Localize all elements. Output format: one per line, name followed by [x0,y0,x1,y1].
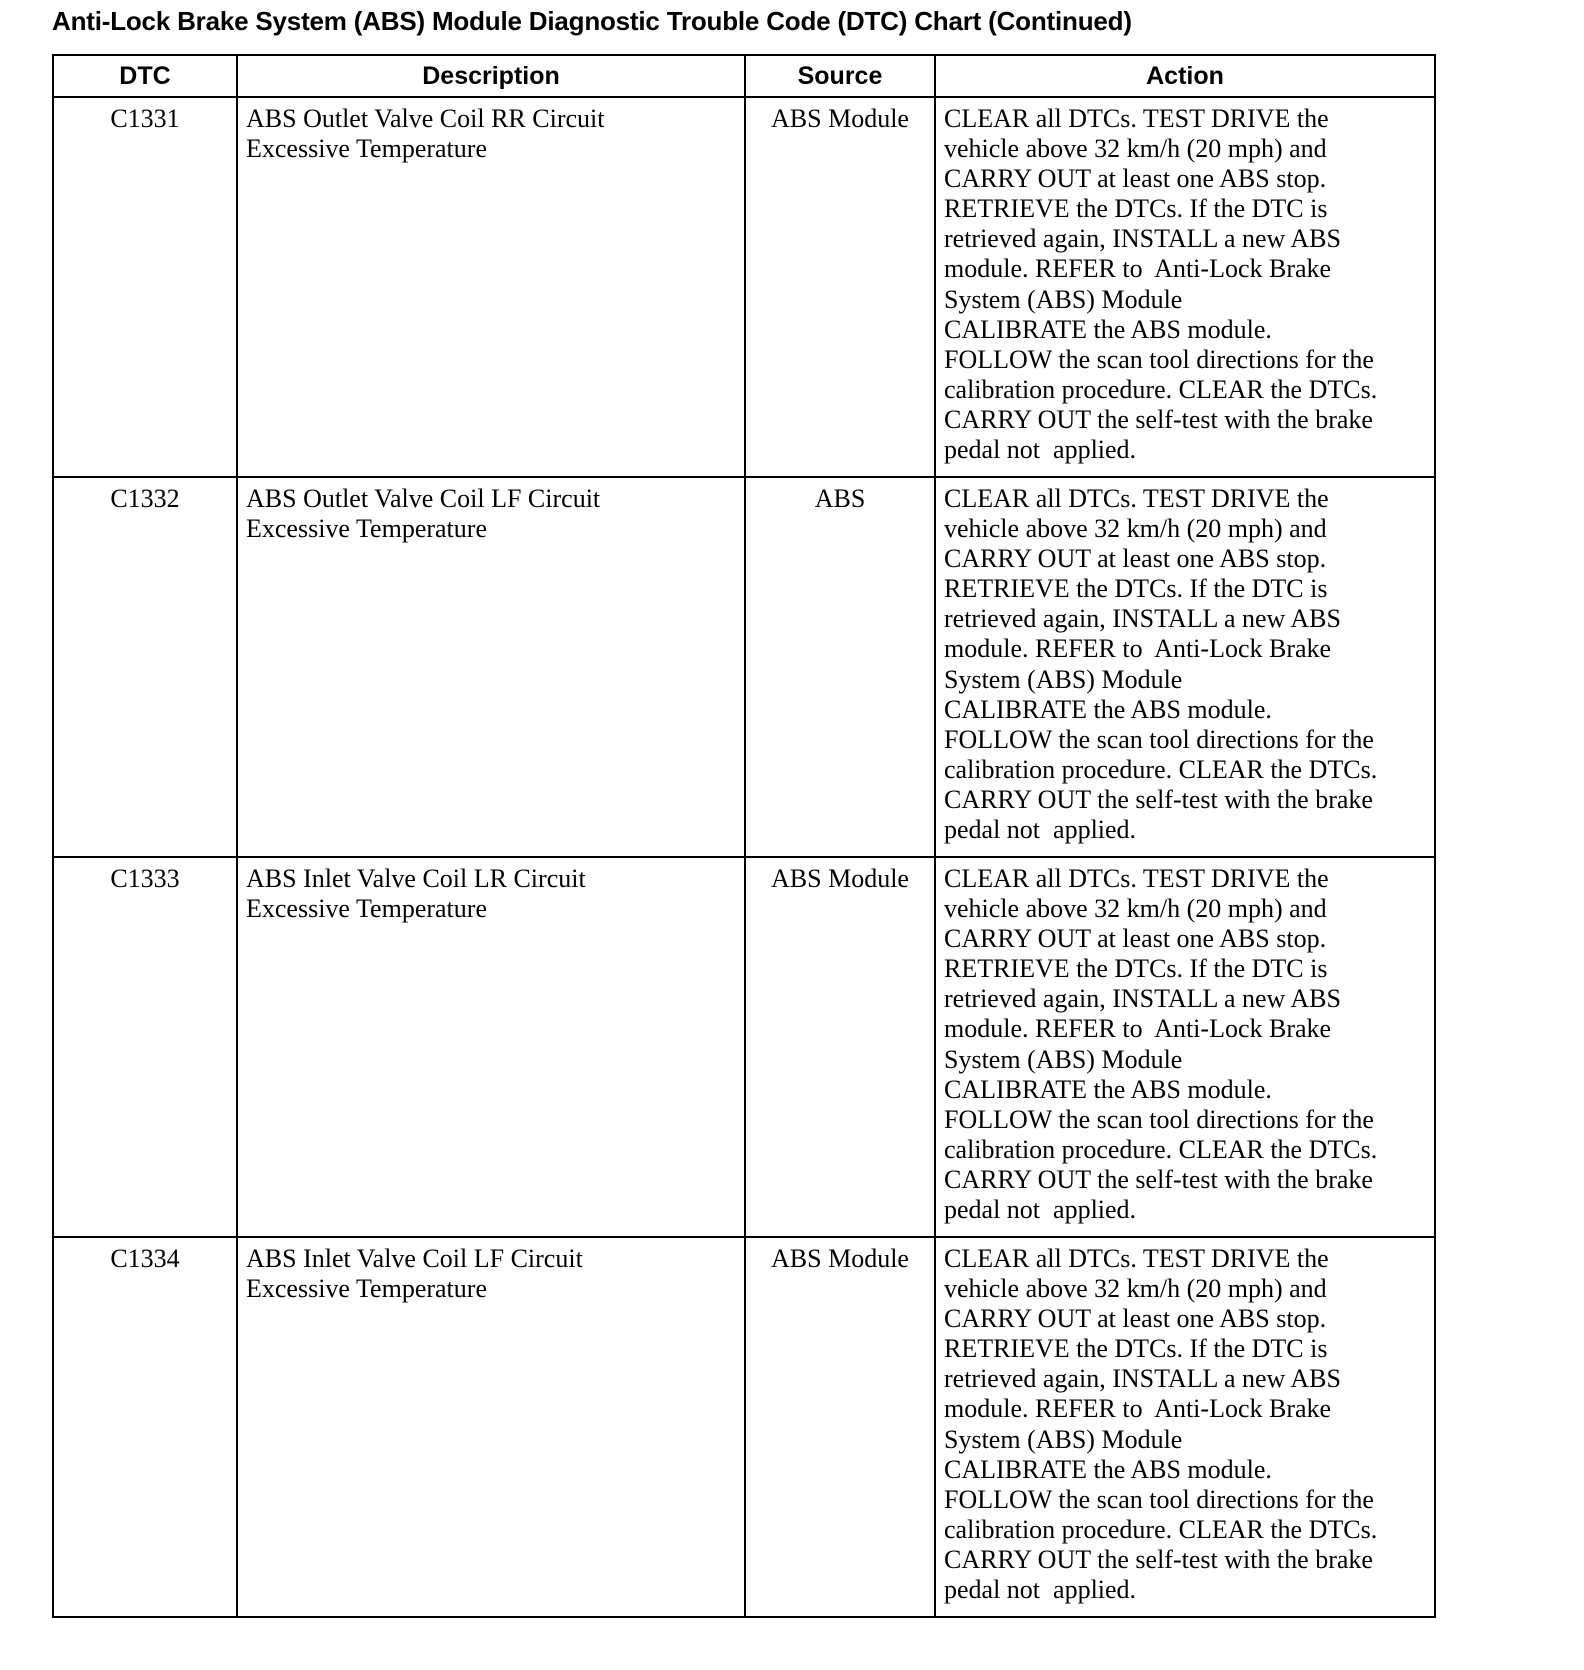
column-header-dtc: DTC [53,55,237,97]
table-body [53,97,1435,1617]
action-line: vehicle above 32 km/h (20 mph) and [944,514,1327,544]
description-text: ABS Outlet Valve Coil LF Circuit Excessive Temperature [246,484,601,544]
action-line: RETRIEVE the DTCs. If the DTC is [944,1334,1328,1364]
action-line: module. REFER to Anti-Lock Brake [944,634,1332,664]
action-line: pedal not applied. [944,815,1137,845]
action-line: FOLLOW the scan tool directions for the [944,724,1374,754]
action-line: vehicle above 32 km/h (20 mph) and [944,1274,1327,1304]
table-row [53,857,1435,1237]
action-line: CARRY OUT at least one ABS stop. [944,164,1327,194]
description-cell [237,97,745,477]
dtc-code-cell: C1334 [53,1237,237,1617]
description-text: ABS Inlet Valve Coil LR Circuit Excessive Temperature [246,864,586,924]
action-line: System (ABS) Module [944,284,1183,314]
action-line: FOLLOW the scan tool directions for the [944,1484,1374,1514]
action-line: CLEAR all DTCs. TEST DRIVE the [944,484,1329,513]
source-cell: ABS Module [745,857,935,1237]
description-cell [237,857,745,1237]
action-line: CLEAR all DTCs. TEST DRIVE the [944,864,1329,893]
action-line: CARRY OUT at least one ABS stop. [944,544,1327,574]
table-header-row [53,55,1435,97]
action-line: pedal not applied. [944,1575,1137,1605]
dtc-code-cell: C1332 [53,477,237,857]
action-line: System (ABS) Module [944,1424,1183,1454]
action-cell [935,97,1435,477]
action-line: CLEAR all DTCs. TEST DRIVE the [944,104,1329,133]
action-line: module. REFER to Anti-Lock Brake [944,254,1332,284]
column-header-source: Source [745,55,935,97]
action-line: CARRY OUT at least one ABS stop. [944,924,1327,954]
action-line: FOLLOW the scan tool directions for the [944,344,1374,374]
dtc-code-cell: C1331 [53,97,237,477]
action-line: module. REFER to Anti-Lock Brake [944,1014,1332,1044]
action-line: calibration procedure. CLEAR the DTCs. [944,374,1378,404]
action-line: CARRY OUT the self-test with the brake [944,784,1373,814]
action-line: vehicle above 32 km/h (20 mph) and [944,134,1327,164]
table-row [53,1237,1435,1617]
action-line: module. REFER to Anti-Lock Brake [944,1394,1332,1424]
action-line: CARRY OUT the self-test with the brake [944,404,1373,434]
action-line: vehicle above 32 km/h (20 mph) and [944,894,1327,924]
action-line: FOLLOW the scan tool directions for the [944,1104,1374,1134]
action-line: retrieved again, INSTALL a new ABS [944,224,1341,254]
column-header-action: Action [935,55,1435,97]
description-cell [237,477,745,857]
action-line: RETRIEVE the DTCs. If the DTC is [944,574,1328,604]
action-line: retrieved again, INSTALL a new ABS [944,604,1341,634]
action-cell [935,477,1435,857]
page-title: Anti-Lock Brake System (ABS) Module Diagnostic Trouble Code (DTC) Chart (Continued) [52,6,1132,36]
action-line: pedal not applied. [944,1195,1137,1225]
source-cell: ABS Module [745,97,935,477]
action-line: calibration procedure. CLEAR the DTCs. [944,1514,1378,1544]
description-text: ABS Outlet Valve Coil RR Circuit Excessive Temperature [246,104,605,164]
dtc-code-cell: C1333 [53,857,237,1237]
source-cell: ABS Module [745,1237,935,1617]
action-line: calibration procedure. CLEAR the DTCs. [944,1134,1378,1164]
description-text: ABS Inlet Valve Coil LF Circuit Excessive Temperature [246,1244,583,1304]
action-line: CALIBRATE the ABS module. [944,1074,1272,1104]
action-line: CALIBRATE the ABS module. [944,314,1272,344]
action-line: System (ABS) Module [944,1044,1183,1074]
column-header-description: Description [237,55,745,97]
action-line: CARRY OUT at least one ABS stop. [944,1304,1327,1334]
action-line: CALIBRATE the ABS module. [944,694,1272,724]
action-line: retrieved again, INSTALL a new ABS [944,984,1341,1014]
action-line: CARRY OUT the self-test with the brake [944,1544,1373,1574]
action-line: pedal not applied. [944,435,1137,465]
action-line: RETRIEVE the DTCs. If the DTC is [944,954,1328,984]
action-line: CALIBRATE the ABS module. [944,1454,1272,1484]
table-row [53,477,1435,857]
source-cell: ABS [745,477,935,857]
action-line: RETRIEVE the DTCs. If the DTC is [944,194,1328,224]
action-cell [935,1237,1435,1617]
action-line: calibration procedure. CLEAR the DTCs. [944,754,1378,784]
dtc-chart-table [52,54,1436,1618]
action-line: CARRY OUT the self-test with the brake [944,1164,1373,1194]
action-line: retrieved again, INSTALL a new ABS [944,1364,1341,1394]
description-cell [237,1237,745,1617]
action-line: System (ABS) Module [944,664,1183,694]
action-line: CLEAR all DTCs. TEST DRIVE the [944,1244,1329,1273]
action-cell [935,857,1435,1237]
table-row [53,97,1435,477]
